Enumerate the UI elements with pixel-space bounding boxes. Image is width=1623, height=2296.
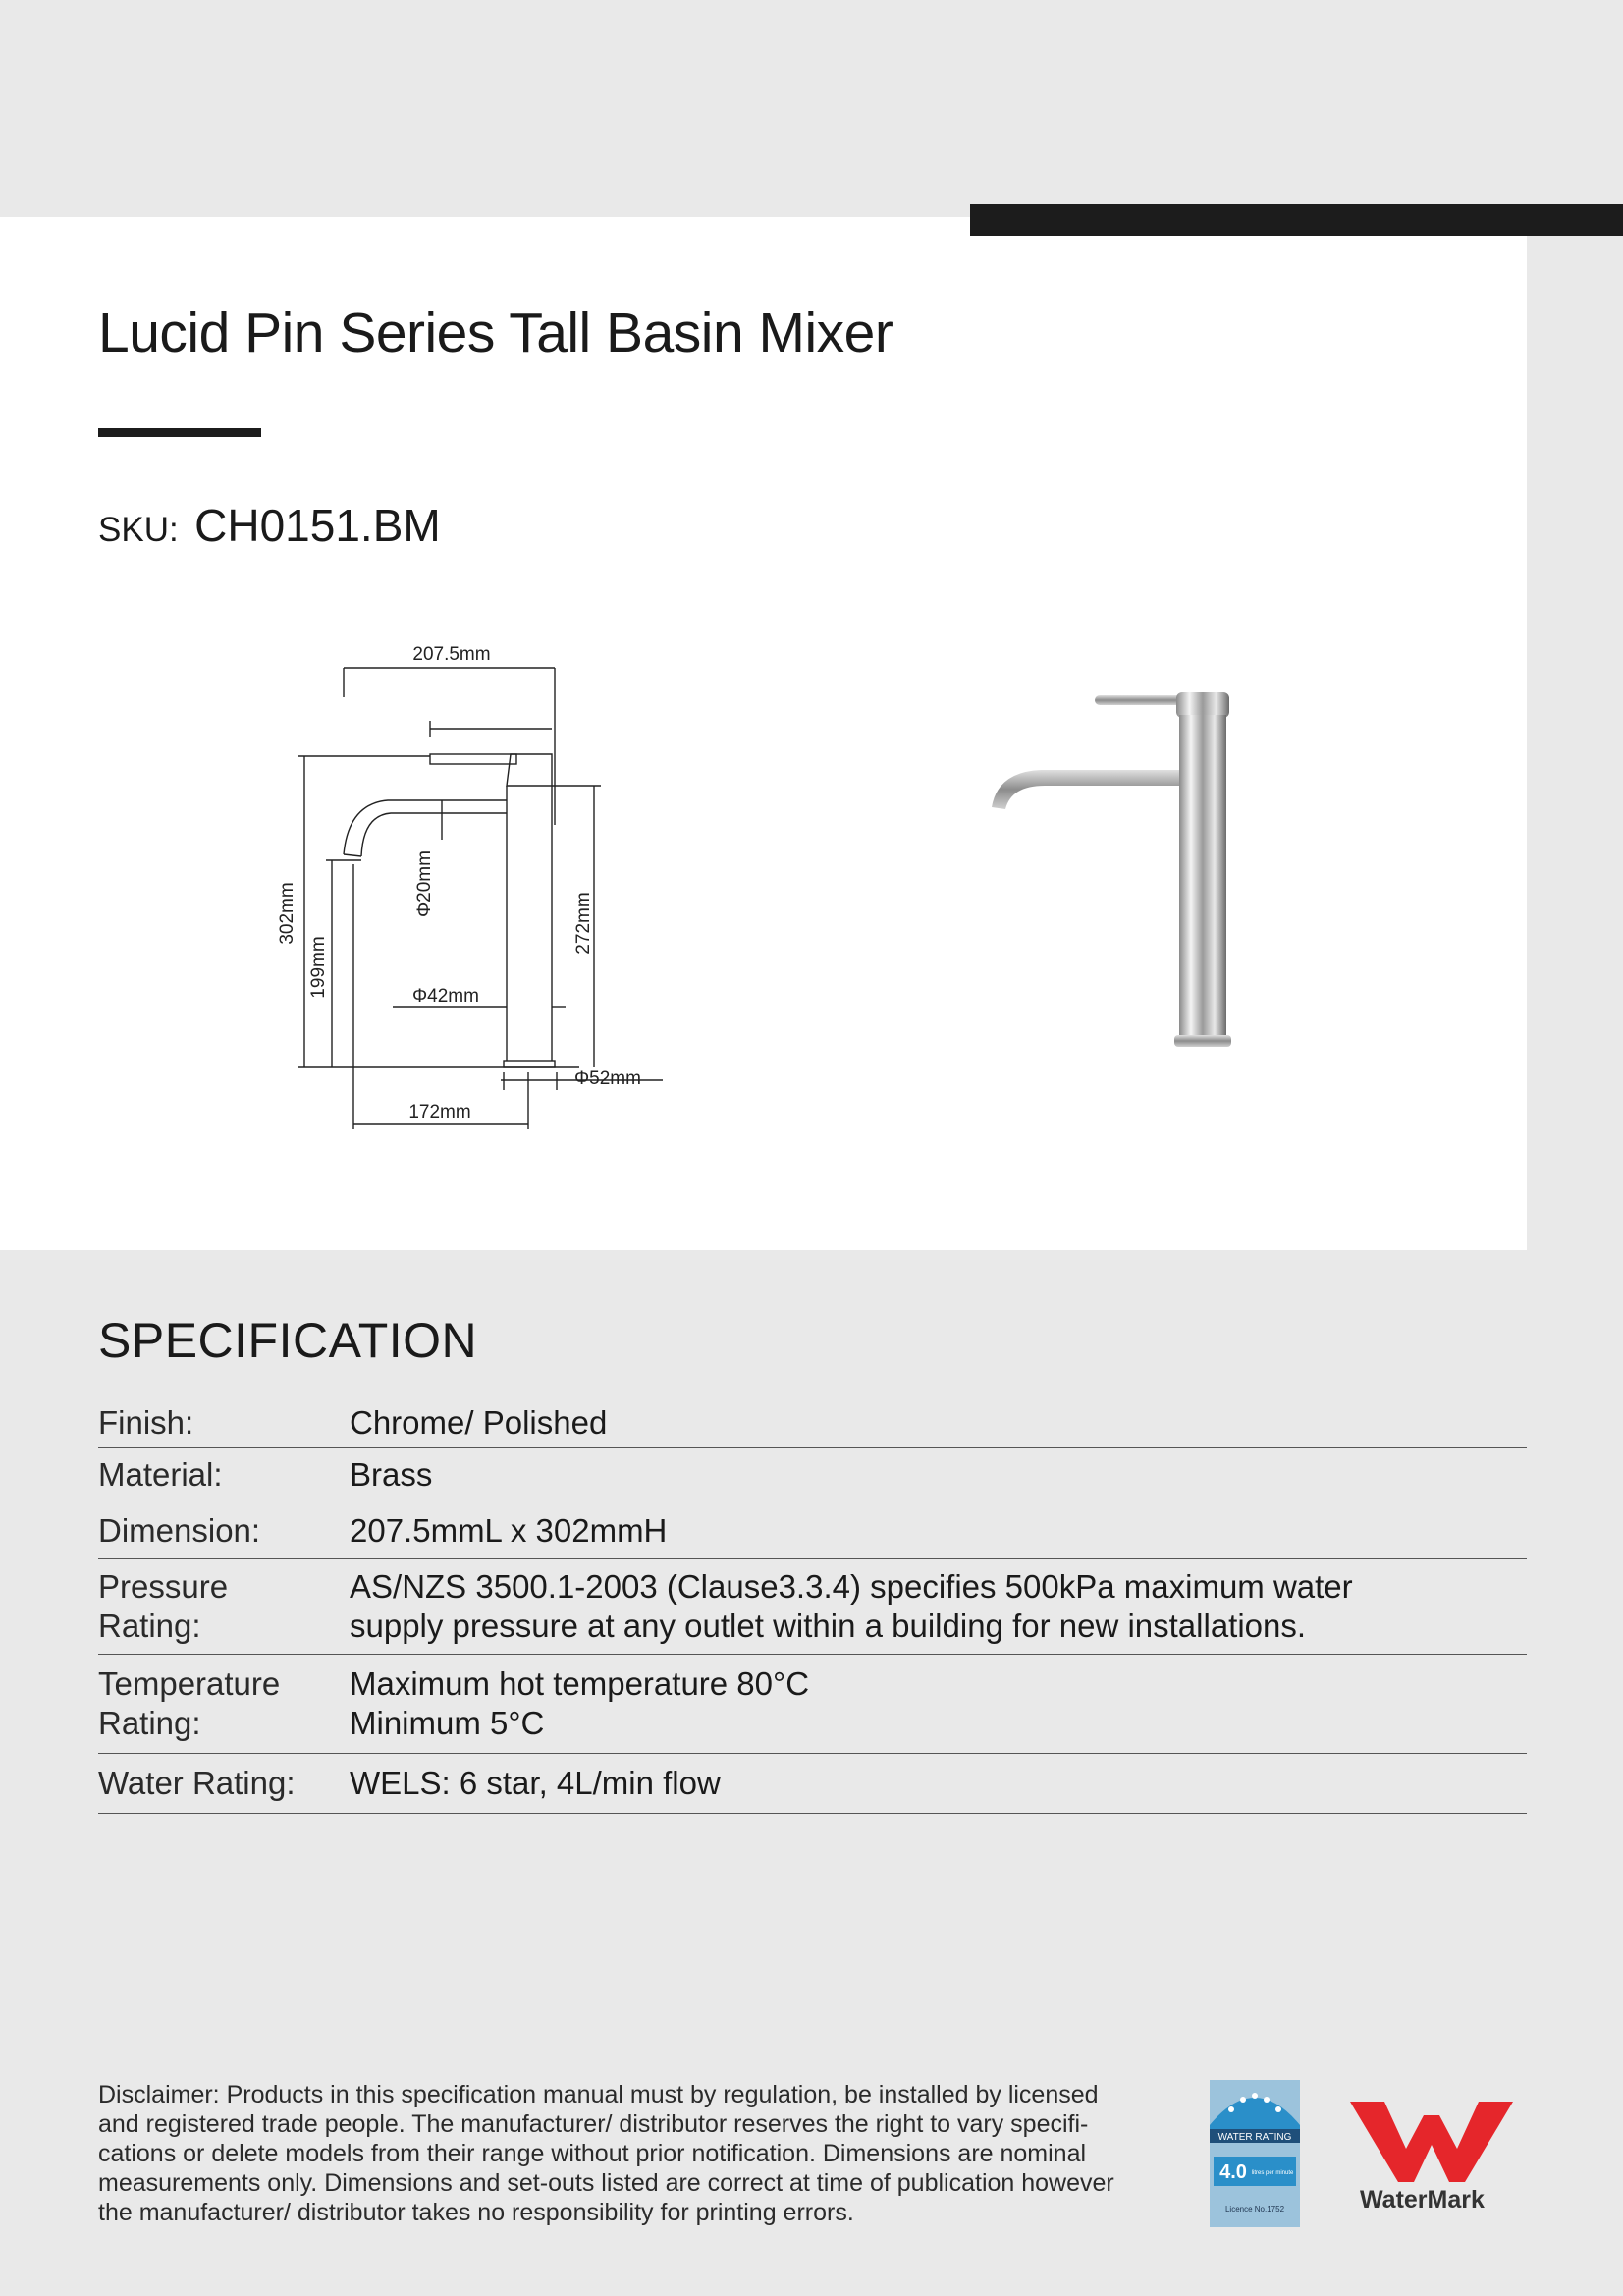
dim-height-label: 302mm xyxy=(277,882,298,945)
product-card xyxy=(0,217,1527,1250)
spec-label: Dimension: xyxy=(98,1512,261,1549)
sku-label: SKU: xyxy=(98,511,179,549)
spec-label: Water Rating: xyxy=(98,1765,296,1801)
disclaimer-text: Disclaimer: Products in this specification manual must by regulation, be installed by licensed and registered trade people. The manufacturer/ distributor reserves the right to vary specifi- cations or delete models from their range without prior notification. Dimensions are nominal measurements only. Dimensions and set-outs listed are correct at time of publication however the manufacturer/ distributor takes no responsibility for printing errors. xyxy=(98,2081,1114,2226)
spec-label: Material: xyxy=(98,1456,223,1493)
spec-label: Finish: xyxy=(98,1404,194,1441)
wels-rating-logo xyxy=(1210,2080,1300,2227)
technical-drawing xyxy=(265,629,677,1129)
spec-value: WELS: 6 star, 4L/min flow xyxy=(350,1765,721,1801)
dim-body-dia-label: Φ42mm xyxy=(412,986,479,1007)
dim-base-dia-label: Φ52mm xyxy=(574,1068,641,1089)
spec-row-temperature xyxy=(98,1655,1527,1754)
spec-row-pressure xyxy=(98,1559,1527,1655)
sku-line xyxy=(98,499,441,552)
dim-body-height-label: 272mm xyxy=(573,892,594,955)
spec-value: AS/NZS 3500.1-2003 (Clause3.3.4) specifies 500kPa maximum water supply pressure at any outlet within a building for new installations. xyxy=(350,1568,1353,1644)
spec-row-finish xyxy=(98,1399,1527,1448)
dim-reach-label: 172mm xyxy=(408,1102,471,1122)
dim-spout-height-label: 199mm xyxy=(308,936,329,999)
wels-rating-value: 4.0 xyxy=(1219,2161,1247,2183)
sku-value: CH0151.BM xyxy=(194,500,441,551)
specification-table xyxy=(98,1399,1527,1814)
title-underline xyxy=(98,428,261,437)
dim-spout-dia-label: Φ20mm xyxy=(414,850,435,917)
spec-value: Chrome/ Polished xyxy=(350,1404,608,1441)
dim-width-label: 207.5mm xyxy=(412,644,491,665)
spec-row-water-rating xyxy=(98,1754,1527,1814)
spec-value: 207.5mmL x 302mmH xyxy=(350,1512,668,1549)
page-title: Lucid Pin Series Tall Basin Mixer xyxy=(98,301,893,364)
header-accent-bar xyxy=(970,204,1623,236)
spec-label: Temperature Rating: xyxy=(98,1666,281,1741)
spec-label: Pressure Rating: xyxy=(98,1568,229,1644)
watermark-text: WaterMark xyxy=(1360,2186,1485,2214)
wels-licence: Licence No.1752 xyxy=(1224,2205,1285,2214)
spec-value: Maximum hot temperature 80°C Minimum 5°C xyxy=(350,1666,810,1741)
product-photo xyxy=(982,678,1257,1080)
spec-row-dimension xyxy=(98,1503,1527,1559)
spec-row-material xyxy=(98,1448,1527,1503)
wels-unit: litres per minute xyxy=(1251,2170,1294,2176)
spec-value: Brass xyxy=(350,1456,433,1493)
specification-heading: SPECIFICATION xyxy=(98,1313,478,1368)
wels-heading: WATER RATING xyxy=(1217,2132,1292,2143)
